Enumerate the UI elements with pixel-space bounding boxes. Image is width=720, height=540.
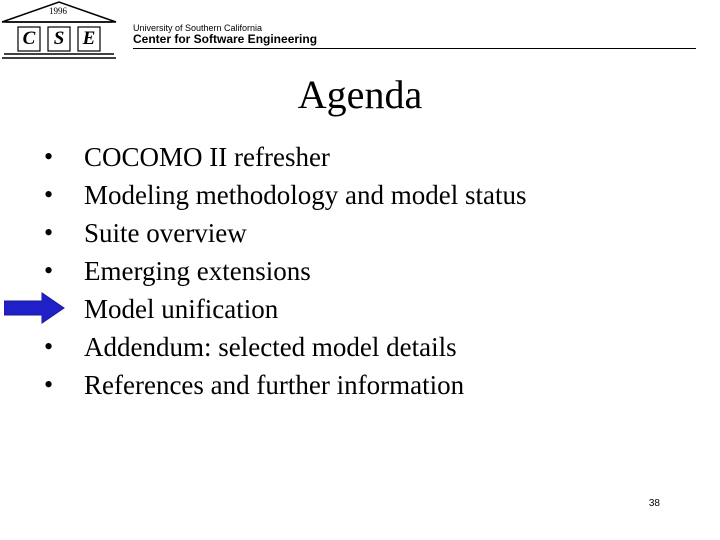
agenda-item: [0, 214, 640, 252]
agenda-item: [0, 366, 640, 404]
agenda-item: [0, 138, 640, 176]
cse-logo: [0, 0, 118, 62]
slide-title: Agenda: [297, 72, 423, 117]
bullet-icon: •: [44, 218, 54, 247]
agenda-item: [0, 252, 640, 290]
bullet-icon: •: [44, 370, 54, 399]
agenda-item-text: References and further information: [84, 370, 465, 400]
agenda-item-text: Modeling methodology and model status: [84, 180, 527, 210]
agenda-item-text: Addendum: selected model details: [84, 332, 457, 362]
logo-letter-c: C: [22, 28, 36, 49]
agenda-item-text: Suite overview: [84, 218, 247, 248]
current-item-arrow-icon: [4, 291, 66, 325]
agenda-item-text: Emerging extensions: [84, 256, 311, 286]
page-number: 38: [648, 498, 660, 509]
agenda-item-text: COCOMO II refresher: [84, 142, 330, 172]
logo-year: 1996: [49, 6, 67, 16]
logo-letter-e: E: [82, 28, 96, 49]
header-center-name: Center for Software Engineering: [133, 32, 318, 46]
agenda-item-text: Model unification: [84, 294, 279, 324]
header-divider: [133, 48, 696, 49]
agenda-item: [0, 328, 640, 366]
bullet-icon: •: [44, 142, 54, 171]
bullet-icon: •: [44, 256, 54, 285]
bullet-icon: •: [44, 180, 54, 209]
header-university: University of Southern California: [133, 23, 263, 33]
agenda-list: [0, 138, 640, 404]
agenda-item-current: [0, 290, 640, 328]
logo-letter-s: S: [53, 28, 65, 49]
agenda-item: [0, 176, 640, 214]
bullet-icon: •: [44, 332, 54, 361]
